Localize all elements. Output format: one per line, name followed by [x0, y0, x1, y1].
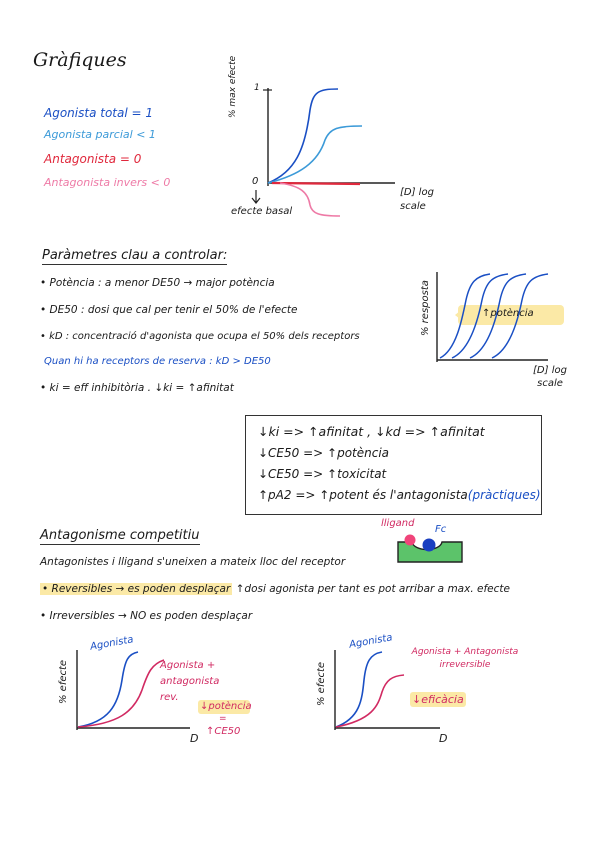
chart2-xlabel: [D] log scale: [533, 365, 567, 389]
section3-intro: Antagonistes i lligand s'uneixen a mateix lloc del receptor: [40, 556, 346, 568]
section3-reversible-rest: ↑dosi agonista per tant es pot arribar a max. efecte: [235, 583, 510, 595]
chart3-note-eq: =: [219, 714, 227, 724]
chart1-ytick-top-label: 1: [254, 83, 260, 93]
chart4-agonista: Agonista: [348, 632, 394, 651]
summary-line2: ↓CE50 => ↑potència: [258, 446, 390, 460]
chart3-note2: ↑CE50: [206, 726, 241, 737]
page-title: Gràfiques: [33, 49, 127, 71]
diagram-fc: Fc: [435, 524, 447, 535]
chart2-label: ↑potència: [482, 308, 534, 319]
section2-item3: • kD : concentració d'agonista que ocupa el 50% dels receptors: [40, 331, 360, 342]
diagram-lligand: lligand: [381, 518, 415, 529]
legend-antagonista: Antagonista = 0: [44, 152, 142, 166]
legend-antagonista-invers: Antagonista invers < 0: [44, 176, 171, 189]
summary-line4-main: ↑pA2 => ↑potent és l'antagonista: [258, 488, 468, 502]
section2-heading: Paràmetres clau a controlar:: [42, 248, 228, 263]
chart4-xlabel: D: [439, 732, 448, 745]
chart3-agonista-antag: Agonista + antagonista rev.: [160, 660, 220, 703]
chart2-ylabel: % resposta: [420, 280, 431, 336]
section2-item2: • DE50 : dosi que cal per tenir el 50% de l'efecte: [40, 304, 298, 316]
chart3-xlabel: D: [190, 732, 199, 745]
chart4-ylabel: % efecte: [316, 661, 327, 706]
section3-heading: Antagonisme competitiu: [40, 528, 200, 543]
summary-line4-note: (pràctiques): [467, 488, 541, 502]
section2-item3-note: Quan hi ha receptors de reserva : kD > DE50: [44, 356, 271, 367]
section2-item1: • Potència : a menor DE50 → major potència: [40, 277, 275, 289]
chart1-ytick-zero-label: 0: [252, 176, 259, 187]
section3-reversible-hl: • Reversibles → es poden desplaçar: [42, 583, 231, 595]
chart4-agonista-antag: Agonista + Antagonista irreversible: [411, 647, 519, 670]
chart1-annotation: efecte basal: [231, 206, 293, 217]
section2-item4: • ki = eff inhibitòria . ↓ki = ↑afinitat: [40, 382, 234, 394]
chart3-agonista: Agonista: [89, 634, 135, 653]
summary-line1: ↓ki => ↑afinitat , ↓kd => ↑afinitat: [258, 424, 485, 439]
section3-irreversible: • Irreversibles → NO es poden desplaçar: [40, 610, 253, 622]
chart3-ylabel: % efecte: [58, 659, 69, 704]
legend-agonista-total: Agonista total = 1: [44, 106, 153, 120]
chart4-curve-antag: [336, 675, 404, 727]
summary-line3: ↓CE50 => ↑toxicitat: [258, 467, 387, 481]
chart4-note: ↓eficàcia: [412, 693, 464, 706]
chart3-note1: ↓potència: [200, 701, 252, 712]
chart4-curve-agonista: [336, 652, 382, 727]
chart1-xlabel: [D] log scale: [400, 187, 434, 212]
chart1-ylabel: % max efecte: [228, 55, 238, 118]
legend-agonista-parcial: Agonista parcial < 1: [44, 128, 156, 141]
